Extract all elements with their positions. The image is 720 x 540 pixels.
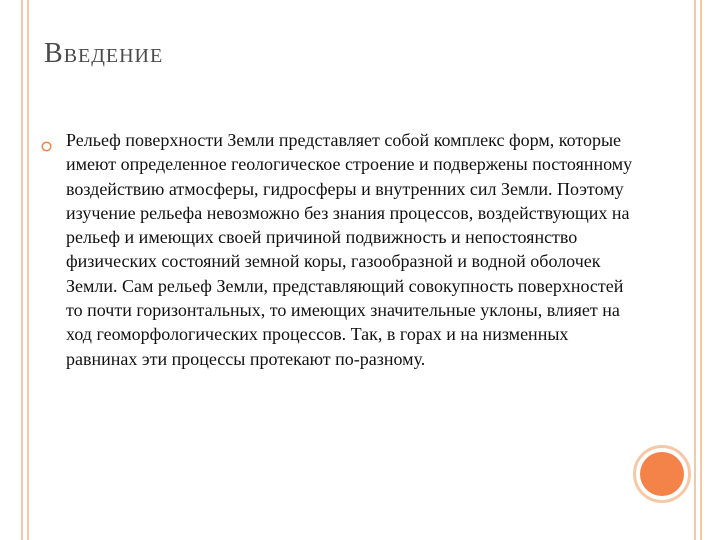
left-frame-line-outer — [21, 0, 23, 540]
right-frame-line-inner — [700, 0, 702, 540]
decorative-circle — [640, 452, 684, 496]
body-paragraph: Рельеф поверхности Земли представляет собой комплекс форм, которые имеют определенное геологическое строение и подвержены постоянному воздействию атмосферы, гидросферы и внутренних сил Земли. Поэтому изучение рельефа невозможно без знания процессов, воздействующих на рельеф и имеющих своей причиной подвижность и непостоянство физических состояний земной коры, газообразной и водной оболочек Земли. Сам рельеф Земли, представляющий совокупность поверхностей то почти горизонтальных, то имеющих значительные уклоны, влияет на ход геоморфологических процессов. Так, в горах и на низменных равнинах эти процессы протекают по-разному. — [66, 130, 633, 369]
left-frame-line-inner — [27, 0, 29, 540]
bullet-icon — [41, 141, 52, 152]
right-frame-line-outer — [694, 0, 696, 540]
slide-title-initial: В — [44, 38, 64, 69]
slide-title-rest: ВЕДЕНИЕ — [63, 45, 164, 67]
slide-title — [44, 38, 163, 70]
